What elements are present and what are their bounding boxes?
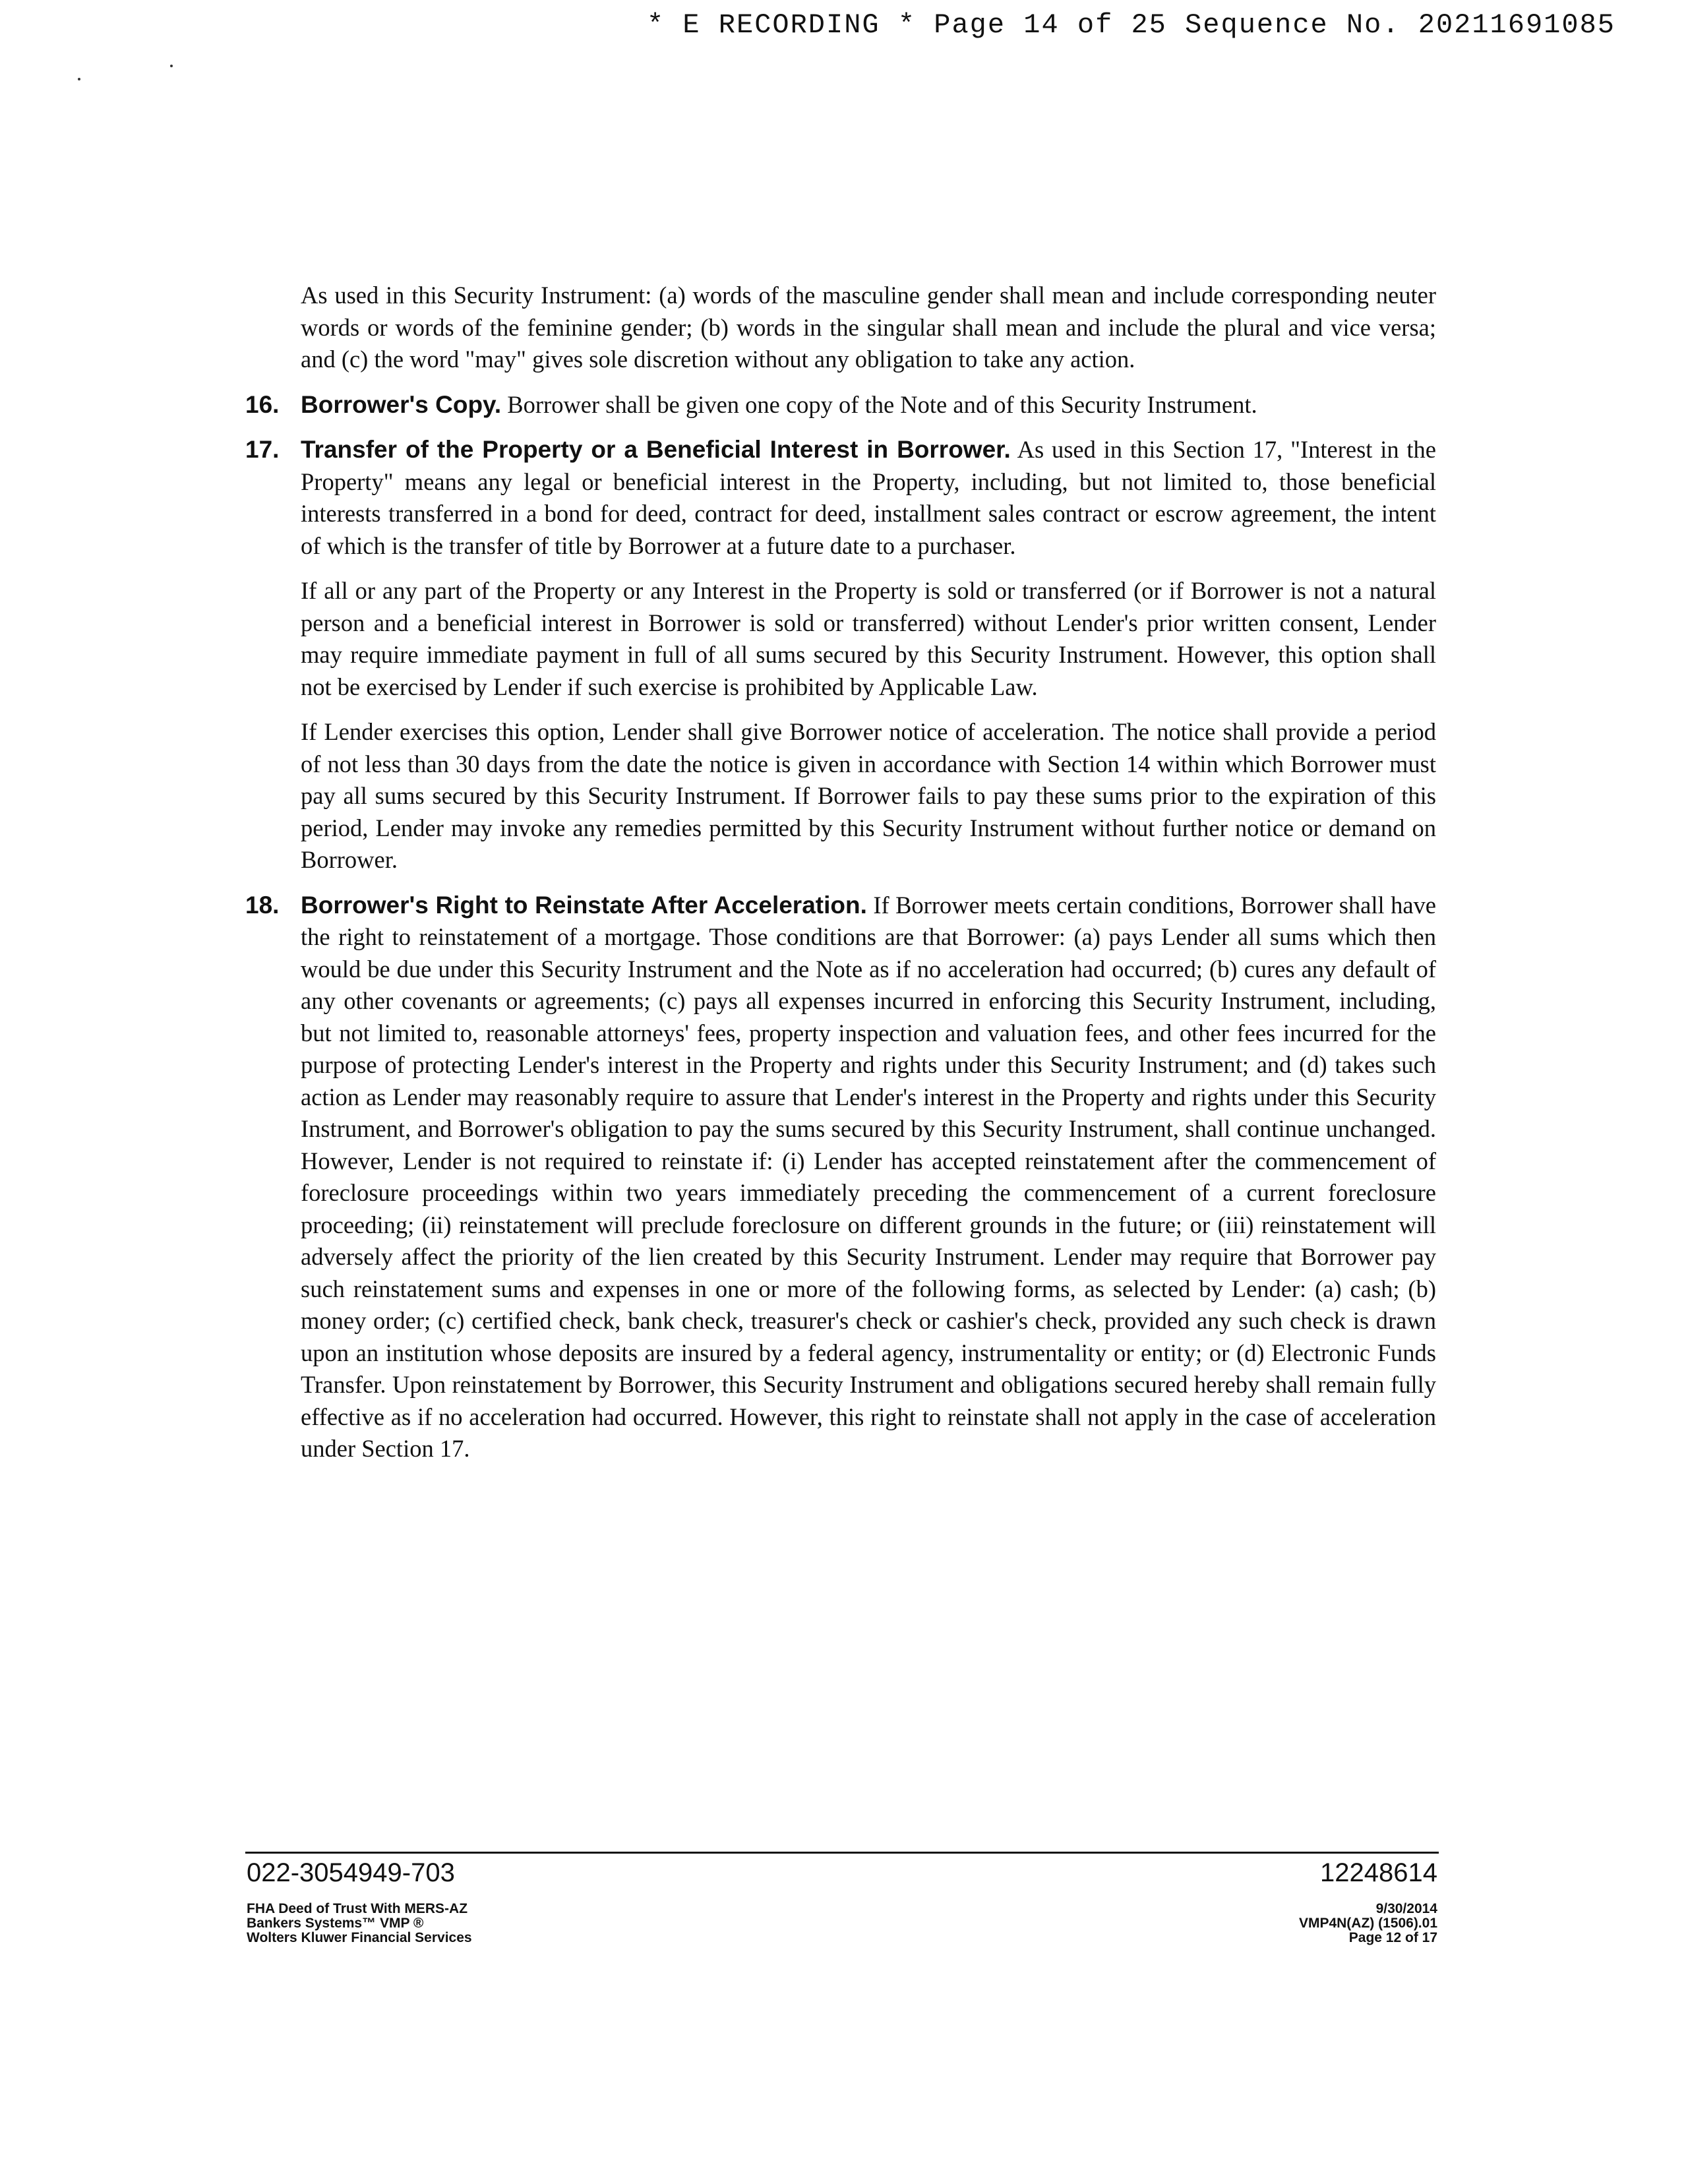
section-text: Borrower shall be given one copy of the Note and of this Security Instrument.	[507, 390, 1257, 418]
form-date: 9/30/2014	[1375, 1901, 1437, 1916]
footer-divider	[245, 1852, 1439, 1854]
section-title: Borrower's Copy.	[301, 390, 502, 418]
form-company: Wolters Kluwer Financial Services	[247, 1930, 472, 1945]
form-name: FHA Deed of Trust With MERS-AZ	[247, 1901, 468, 1916]
loan-number: 022-3054949-703	[247, 1858, 455, 1887]
document-body	[245, 280, 1437, 1478]
form-version	[1299, 1902, 1437, 1945]
section-17	[245, 434, 1437, 562]
form-page-number: Page 12 of 17	[1348, 1930, 1437, 1945]
section-title: Borrower's Right to Reinstate After Acceleration.	[301, 891, 867, 919]
scan-speck	[78, 78, 80, 80]
order-number: 12248614	[1320, 1858, 1437, 1887]
section-16	[245, 389, 1436, 421]
section-title: Transfer of the Property or a Beneficial Interest in Borrower.	[301, 436, 1011, 463]
scan-speck	[170, 65, 173, 67]
recording-header: * E RECORDING * Page 14 of 25 Sequence No. 20211691085	[646, 9, 1615, 41]
section-17-paragraph: If all or any part of the Property or any Interest in the Property is sold or transferred (or if Borrower is not a natural person and a beneficial interest in Borrower is sold or transferred) without Lender's prior written consent, Lender may require immediate payment in full of all sums secured by this Security Instrument. However, this option shall not be exercised by Lender if such exercise is prohibited by Applicable Law.	[301, 577, 1436, 700]
section-17-paragraph: If Lender exercises this option, Lender shall give Borrower notice of acceleration. The notice shall provide a period of not less than 30 days from the date the notice is given in accordance with Section 14 within which Borrower must pay all sums secured by this Security Instrument. If Borrower fails to pay these sums prior to the expiration of this period, Lender may invoke any remedies permitted by this Security Instrument without further notice or demand on Borrower.	[301, 718, 1436, 873]
section-text: If Borrower meets certain conditions, Borrower shall have the right to reinstatement of a mortgage. Those conditions are that Borrower: (a) pays Lender all sums which then would be due under this Security Instrument and the Note as if no acceleration had occurred; (b) cures any default of any other covenants or agreements; (c) pays all expenses incurred in enforcing this Security Instrument, including, but not limited to, reasonable attorneys' fees, property inspection and valuation fees, and other fees incurred for the purpose of protecting Lender's interest in the Property and rights under this Security Instrument; and (d) takes such action as Lender may reasonably require to assure that Lender's interest in the Property and rights under this Security Instrument, and Borrower's obligation to pay the sums secured by this Security Instrument, shall continue unchanged. However, Lender is not required to reinstate if: (i) Lender has accepted reinstatement after the commencement of foreclosure proceedings within two years immediately preceding the commencement of a current foreclosure proceeding; (ii) reinstatement will preclude foreclosure on different grounds in the future; or (iii) reinstatement will adversely affect the priority of the lien created by this Security Instrument. Lender may require that Borrower pay such reinstatement sums and expenses in one or more of the following forms, as selected by Lender: (a) cash; (b) money order; (c) certified check, bank check, treasurer's check or cashier's check, provided any such check is drawn upon an institution whose deposits are insured by a federal agency, instrumentality or entity; or (d) Electronic Funds Transfer. Upon reinstatement by Borrower, this Security Instrument and obligations secured hereby shall remain fully effective as if no acceleration had occurred. However, this right to reinstate shall not apply in the case of acceleration under Section 17.	[301, 891, 1436, 1462]
section-number: 17.	[245, 436, 280, 463]
section-18	[245, 890, 1436, 1465]
form-identifier	[247, 1902, 472, 1945]
section-number: 18.	[245, 891, 280, 919]
form-code: VMP4N(AZ) (1506).01	[1298, 1916, 1437, 1931]
section-number: 16.	[245, 390, 280, 418]
form-publisher: Bankers Systems™ VMP ®	[247, 1916, 424, 1931]
intro-paragraph: As used in this Security Instrument: (a) words of the masculine gender shall mean and include corresponding neuter words or words of the feminine gender; (b) words in the singular shall mean and include the plural and vice versa; and (c) the word "may" gives sole discretion without any obligation to take any action.	[301, 282, 1436, 373]
section-text: As used in this Section 17, "Interest in the Property" means any legal or beneficial interest in the Property, including, but not limited to, those beneficial interests transferred in a bond for deed, contract for deed, installment sales contract or escrow agreement, the intent of which is the transfer of title by Borrower at a future date to a purchaser.	[301, 436, 1437, 559]
